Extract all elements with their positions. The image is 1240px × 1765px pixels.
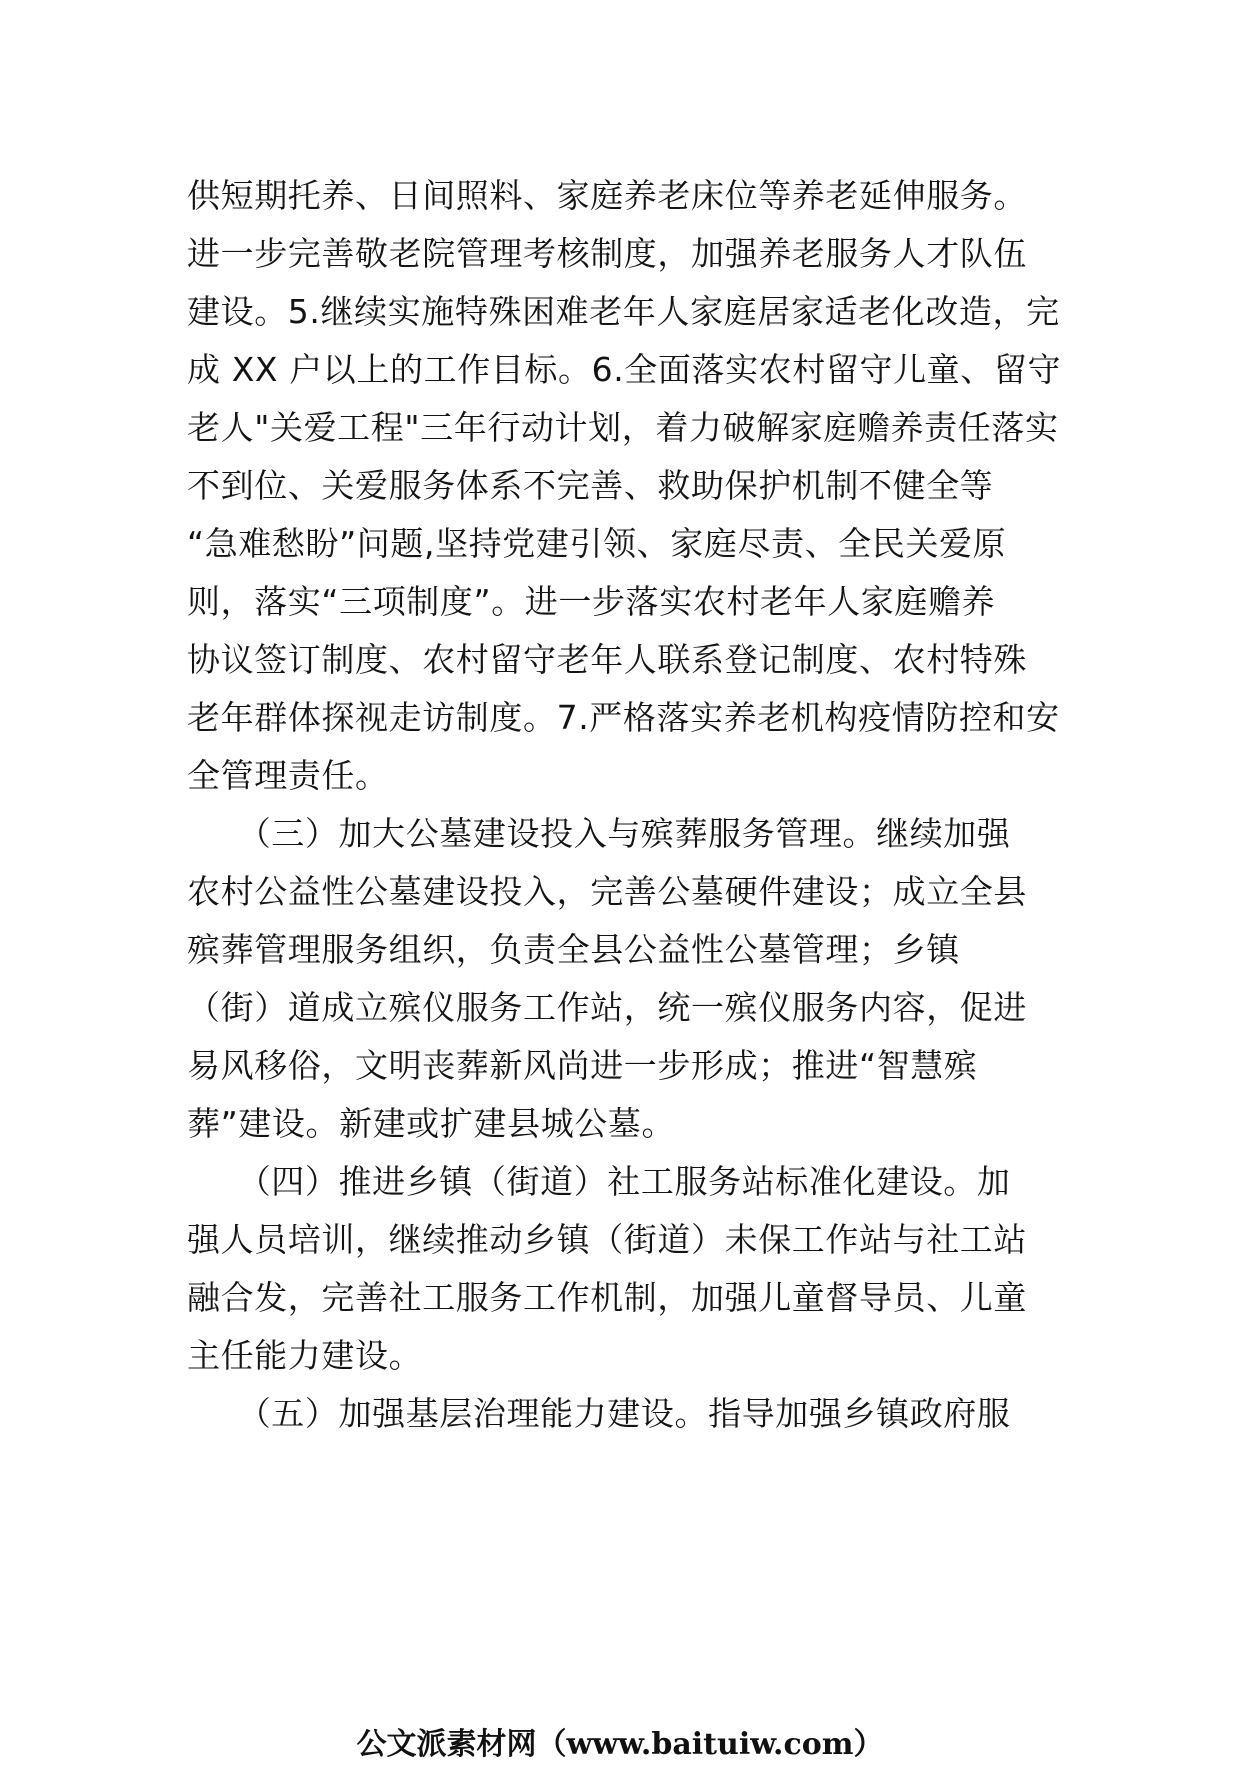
footer-watermark: 公文派素材网（www.baituiw.com） bbox=[356, 1727, 884, 1762]
text-line: 葬”建设。新建或扩建县城公墓。 bbox=[187, 1104, 676, 1143]
text-line: 成 XX 户以上的工作目标。6.全面落实农村留守儿童、留守 bbox=[187, 350, 1062, 389]
text-line: 则，落实“三项制度”。进一步落实农村老年人家庭赡养 bbox=[187, 582, 996, 621]
text-line: 协议签订制度、农村留守老年人联系登记制度、农村特殊 bbox=[187, 640, 1027, 679]
text-line: 易风移俗，文明丧葬新风尚进一步形成；推进“智慧殡 bbox=[187, 1046, 978, 1085]
text-line: “急难愁盼”问题,坚持党建引领、家庭尽责、全民关爱原 bbox=[187, 524, 1007, 563]
text-line: 强人员培训，继续推动乡镇（街道）未保工作站与社工站 bbox=[187, 1220, 1027, 1259]
text-line: 融合发，完善社工服务工作机制，加强儿童督导员、儿童 bbox=[187, 1278, 1027, 1317]
section-heading-line: （三）加大公墓建设投入与殡葬服务管理。继续加强 bbox=[187, 814, 1011, 853]
section-heading-line: （四）推进乡镇（街道）社工服务站标准化建设。加 bbox=[187, 1162, 1011, 1201]
text-line: 建设。5.继续实施特殊困难老年人家庭居家适老化改造，完 bbox=[187, 292, 1060, 331]
text-line: （街）道成立殡仪服务工作站，统一殡仪服务内容，促进 bbox=[187, 988, 1027, 1027]
text-line: 殡葬管理服务组织，负责全县公益性公墓管理；乡镇 bbox=[187, 930, 960, 969]
text-line: 老人"关爱工程"三年行动计划，着力破解家庭赡养责任落实 bbox=[187, 408, 1059, 447]
section-heading-line: （五）加强基层治理能力建设。指导加强乡镇政府服 bbox=[187, 1394, 1011, 1433]
text-line: 进一步完善敬老院管理考核制度，加强养老服务人才队伍 bbox=[187, 234, 1027, 273]
text-line: 老年群体探视走访制度。7.严格落实养老机构疫情防控和安 bbox=[187, 698, 1060, 737]
text-line: 主任能力建设。 bbox=[187, 1336, 423, 1375]
text-line: 农村公益性公墓建设投入，完善公墓硬件建设；成立全县 bbox=[187, 872, 1027, 911]
text-line: 供短期托养、日间照料、家庭养老床位等养老延伸服务。 bbox=[187, 176, 1027, 215]
text-line: 全管理责任。 bbox=[187, 756, 389, 795]
text-line: 不到位、关爱服务体系不完善、救助保护机制不健全等 bbox=[187, 466, 994, 505]
